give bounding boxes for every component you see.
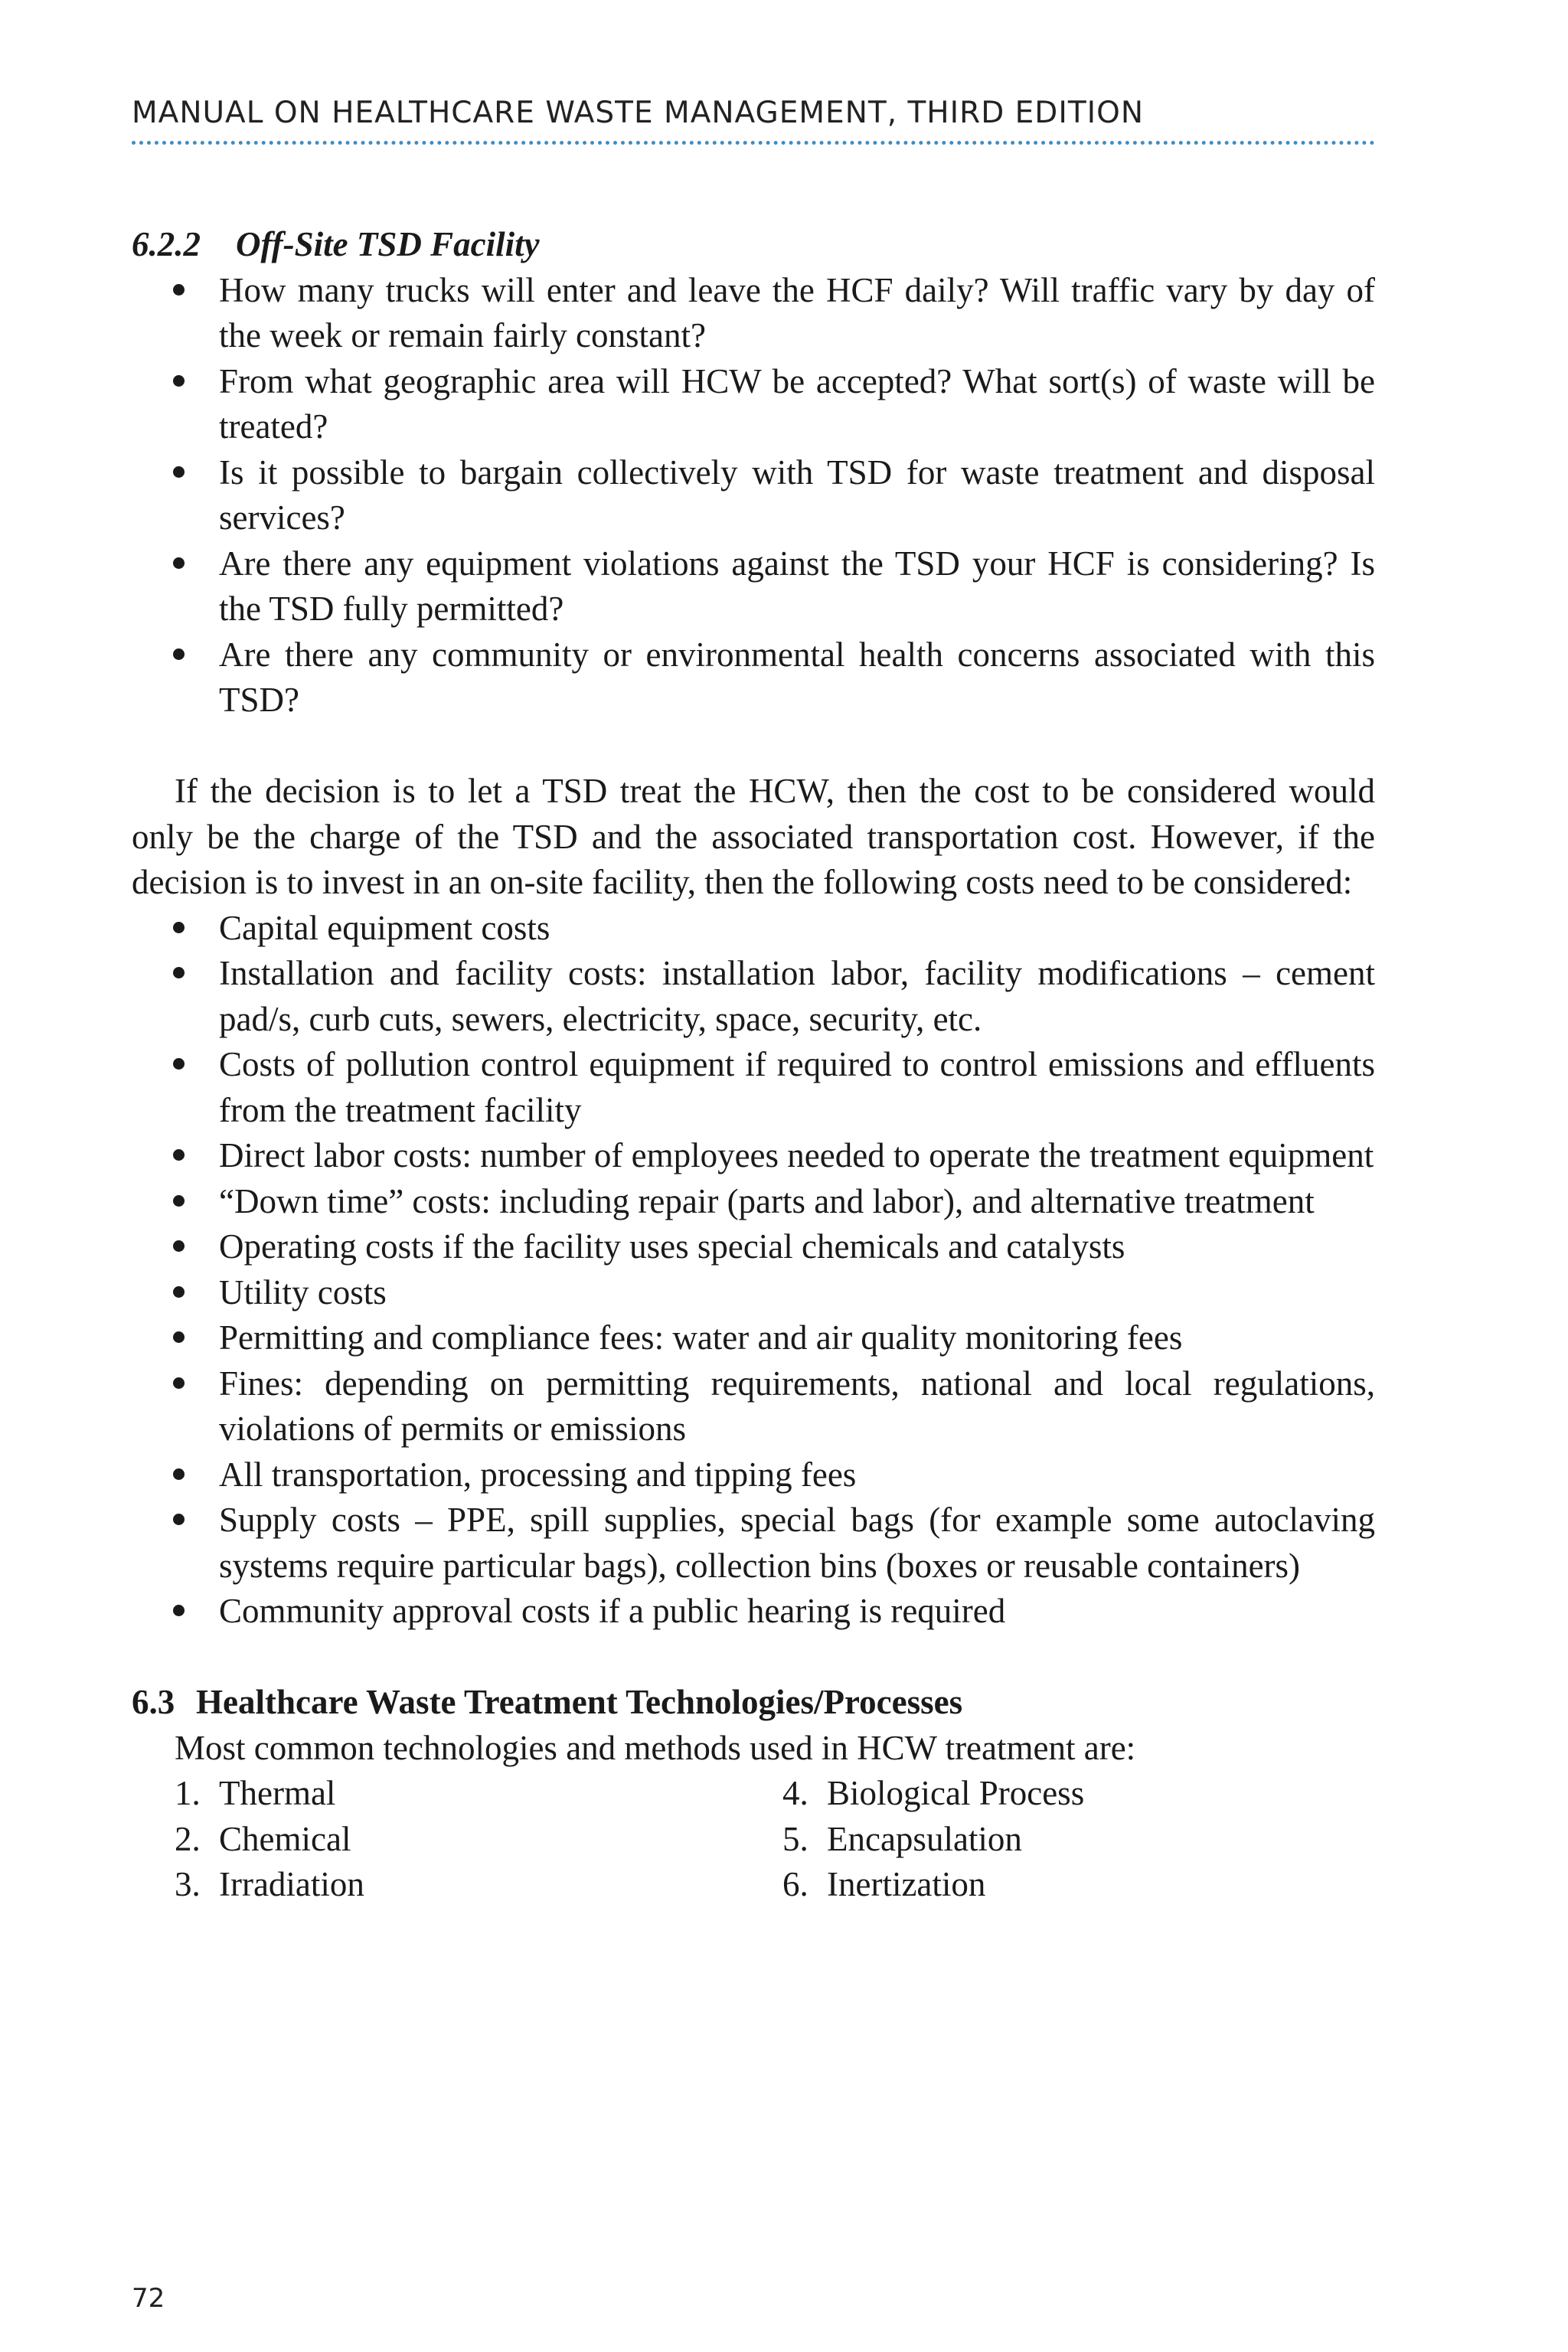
bullet-icon [173, 1149, 185, 1161]
body-paragraph: If the decision is to let a TSD treat the HCW, then the cost to be considered would only be the charge of the TSD and the associated transportation cost. However, if the decision is to invest in an on-site facility, then the following costs need to be considered: [132, 772, 1375, 901]
header-dotted-rule [132, 141, 1375, 145]
item-number: 2. [175, 1819, 201, 1858]
bullet-icon [173, 1514, 185, 1525]
item-number: 1. [175, 1774, 201, 1812]
bullet-icon [173, 1377, 185, 1389]
list-item [132, 359, 1375, 450]
bullet-icon [173, 557, 185, 569]
item-number: 5. [782, 1819, 808, 1858]
section-heading-6-3 [132, 1680, 1375, 1726]
bullet-icon [173, 648, 185, 660]
list-item [132, 1224, 1375, 1270]
bullet-icon [173, 284, 185, 296]
tsd-questions-list [132, 268, 1375, 724]
list-item [175, 1862, 782, 1908]
section-number: 6.2.2 [132, 225, 201, 263]
item-label: Chemical [219, 1819, 351, 1858]
list-item [132, 1498, 1375, 1589]
bullet-icon [173, 1605, 185, 1616]
list-item-text: Fines: depending on permitting requirements, national and local regulations, violations of permits or emissions [219, 1364, 1375, 1448]
list-item [132, 1270, 1375, 1316]
list-item-text: Is it possible to bargain collectively with TSD for waste treatment and disposal services? [219, 452, 1375, 537]
page-body [132, 222, 1375, 1908]
list-item [175, 1817, 782, 1863]
list-item [175, 1771, 782, 1817]
list-item [132, 1042, 1375, 1133]
bullet-icon [173, 375, 185, 387]
list-item-text: From what geographic area will HCW be accepted? What sort(s) of waste will be treated? [219, 361, 1375, 446]
list-item-text: Operating costs if the facility uses special chemicals and catalysts [219, 1227, 1125, 1266]
list-item-text: Direct labor costs: number of employees needed to operate the treatment equipment [219, 1136, 1374, 1174]
item-number: 4. [782, 1774, 808, 1812]
section-heading-6-2-2 [132, 222, 1375, 268]
list-item-text: Supply costs – PPE, spill supplies, special bags (for example some autoclaving systems require particular bags), collection bins (boxes or reusable containers) [219, 1501, 1375, 1585]
list-item [132, 1589, 1375, 1635]
costs-list [132, 906, 1375, 1635]
list-item-text: “Down time” costs: including repair (parts and labor), and alternative treatment [219, 1181, 1315, 1220]
item-label: Biological Process [827, 1774, 1085, 1812]
bullet-icon [173, 1195, 185, 1207]
list-item-text: All transportation, processing and tipping fees [219, 1455, 857, 1494]
list-item-text: Community approval costs if a public hearing is required [219, 1592, 1006, 1630]
list-item-text: Are there any community or environmental health concerns associated with this TSD? [219, 635, 1375, 719]
list-item-text: Installation and facility costs: installation labor, facility modifications – cement pad/s, curb cuts, sewers, electricity, space, security, etc. [219, 954, 1375, 1038]
list-item-text: Are there any equipment violations against the TSD your HCF is considering? Is the TSD fully permitted? [219, 544, 1375, 628]
section-number: 6.3 [132, 1683, 175, 1721]
list-item [782, 1862, 1242, 1908]
technologies-intro: Most common technologies and methods used in HCW treatment are: [175, 1728, 1136, 1767]
list-item-text: Utility costs [219, 1272, 387, 1312]
bullet-icon [173, 1468, 185, 1480]
item-number: 3. [175, 1865, 201, 1903]
list-item [132, 1361, 1375, 1452]
bullet-icon [173, 922, 185, 933]
running-header: MANUAL ON HEALTHCARE WASTE MANAGEMENT, THIRD EDITION [132, 96, 1145, 130]
list-item [132, 632, 1375, 724]
item-label: Irradiation [219, 1865, 364, 1903]
list-item [132, 541, 1375, 632]
list-item-text: Capital equipment costs [219, 908, 550, 947]
list-item-text: How many trucks will enter and leave the HCF daily? Will traffic vary by day of the week or remain fairly constant? [219, 270, 1375, 354]
list-item [782, 1817, 1242, 1863]
list-item [132, 1315, 1375, 1361]
technologies-list [175, 1771, 1375, 1908]
section-title: Off-Site TSD Facility [236, 225, 540, 263]
item-number: 6. [782, 1865, 808, 1903]
list-item [132, 906, 1375, 952]
bullet-icon [173, 1331, 185, 1343]
list-item [132, 951, 1375, 1042]
page-number: 72 [132, 2283, 165, 2314]
list-item [132, 268, 1375, 359]
item-label: Inertization [827, 1865, 986, 1903]
bullet-icon [173, 1286, 185, 1298]
bullet-icon [173, 967, 185, 978]
spacer [132, 724, 1375, 769]
list-item [132, 1179, 1375, 1225]
list-item-text: Costs of pollution control equipment if required to control emissions and effluents from the treatment facility [219, 1045, 1375, 1129]
section-title: Healthcare Waste Treatment Technologies/Processes [196, 1683, 963, 1721]
item-label: Encapsulation [827, 1819, 1022, 1858]
list-item-text: Permitting and compliance fees: water and air quality monitoring fees [219, 1318, 1183, 1357]
bullet-icon [173, 1058, 185, 1070]
list-item [782, 1771, 1242, 1817]
bullet-icon [173, 1240, 185, 1252]
list-item [132, 450, 1375, 541]
spacer [132, 1635, 1375, 1681]
item-label: Thermal [219, 1774, 336, 1812]
list-item [132, 1452, 1375, 1498]
list-item [132, 1133, 1375, 1179]
bullet-icon [173, 466, 185, 478]
